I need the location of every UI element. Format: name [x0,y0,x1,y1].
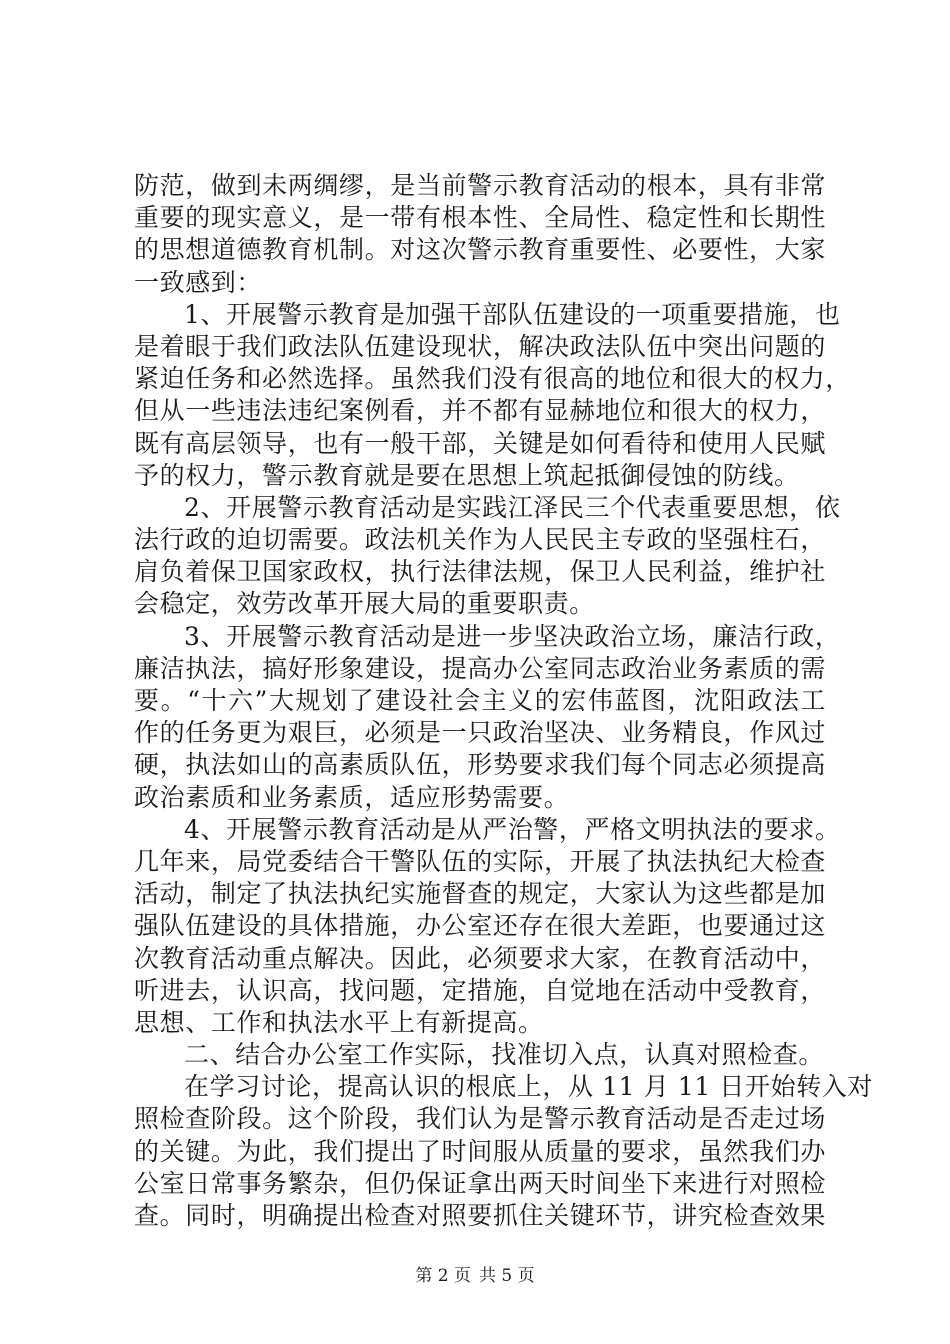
text-line: 既有高层领导，也有一般干部，关键是如何看待和使用人民赋 [134,428,826,458]
page-total: 共 5 页 [479,1266,535,1286]
text-line: 4、开展警示教育活动是从严治警，严格文明执法的要求。 [184,814,841,844]
text-line: 公室日常事务繁杂，但仍保证拿出两天时间坐下来进行对照检 [134,1168,826,1198]
text-line: 思想、工作和执法水平上有新提高。 [134,1007,544,1037]
text-line: 紧迫任务和必然选择。虽然我们没有很高的地位和很大的权力， [134,364,851,394]
text-line: 肩负着保卫国家政权，执行法律法规，保卫人民利益，维护社 [134,557,826,587]
text-line: 几年来，局党委结合干警队伍的实际，开展了执法执纪大检查 [134,846,826,876]
text-line: 一致感到： [134,267,263,297]
text-line: 二、结合办公室工作实际，找准切入点，认真对照检查。 [184,1040,825,1070]
text-line: 政治素质和业务素质，适应形势需要。 [134,782,570,812]
text-line: 要。“十六”大规划了建设社会主义的宏伟蓝图，沈阳政法工 [134,686,826,715]
text-line: 活动，制定了执法执纪实施督查的规定，大家认为这些都是加 [134,879,826,909]
text-line: 2、开展警示教育活动是实践江泽民三个代表重要思想，依 [184,492,841,522]
page-number: 第 2 页 [415,1266,471,1286]
page-footer [0,1266,950,1286]
text-line: 硬，执法如山的高素质队伍，形势要求我们每个同志必须提高 [134,750,826,780]
text-line: 的思想道德教育机制。对这次警示教育重要性、必要性，大家 [134,235,826,265]
text-line: 作的任务更为艰巨，必须是一只政治坚决、业务精良，作风过 [134,718,826,748]
text-line: 重要的现实意义，是一带有根本性、全局性、稳定性和长期性 [134,203,826,233]
text-line: 照检查阶段。这个阶段，我们认为是警示教育活动是否走过场 [134,1104,826,1134]
text-line: 廉洁执法，搞好形象建设，提高办公室同志政治业务素质的需 [134,653,826,683]
text-line: 法行政的迫切需要。政法机关作为人民民主专政的坚强柱石， [134,525,826,555]
text-line: 在学习讨论，提高认识的根底上，从 11 月 11 日开始转入对 [184,1072,874,1102]
text-line: 但从一些违法违纪案例看，并不都有显赫地位和很大的权力， [134,396,826,426]
text-line: 听进去，认识高，找问题，定措施，自觉地在活动中受教育， [134,975,826,1005]
text-line: 次教育活动重点解决。因此，必须要求大家，在教育活动中， [134,943,826,973]
text-line: 予的权力，警示教育就是要在思想上筑起抵御侵蚀的防线。 [134,460,800,490]
document-body [134,170,874,1232]
text-line: 强队伍建设的具体措施，办公室还存在很大差距，也要通过这 [134,911,826,941]
text-line: 防范，做到未两绸缪，是当前警示教育活动的根本，具有非常 [134,171,826,200]
text-line: 3、开展警示教育活动是进一步坚决政治立场，廉洁行政， [184,621,841,651]
text-line: 查。同时，明确提出检查对照要抓住关键环节，讲究检查效果 [134,1201,826,1230]
text-line: 的关键。为此，我们提出了时间服从质量的要求，虽然我们办 [134,1136,826,1166]
text-line: 会稳定，效劳改革开展大局的重要职责。 [134,589,595,619]
text-line: 1、开展警示教育是加强干部队伍建设的一项重要措施，也 [184,299,841,329]
text-line: 是着眼于我们政法队伍建设现状，解决政法队伍中突出问题的 [134,331,826,361]
